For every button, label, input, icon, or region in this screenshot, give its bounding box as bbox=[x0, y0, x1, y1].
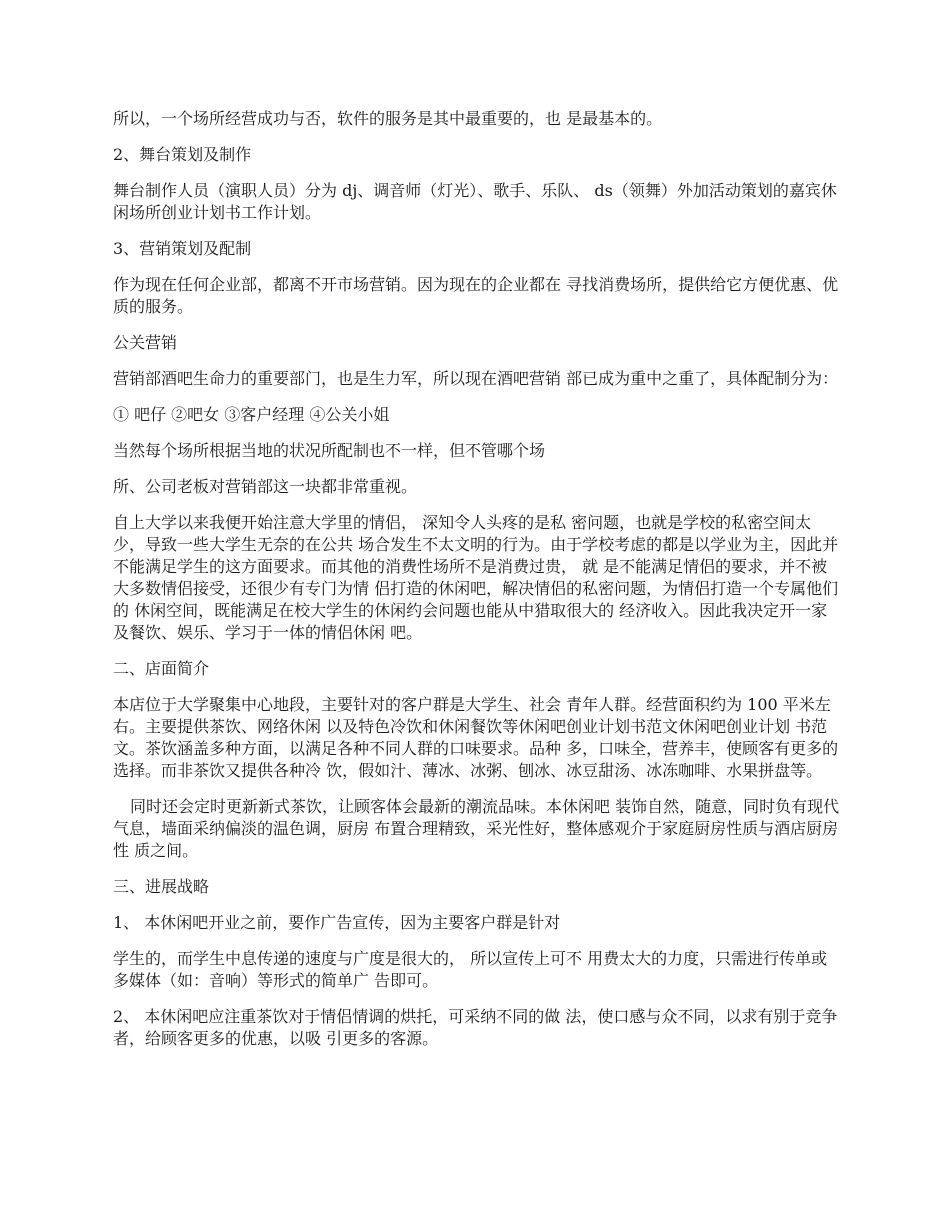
paragraph: 2、 本休闲吧应注重茶饮对于情侣情调的烘托，可采纳不同的做 法，使口感与众不同，以求有别于竞争者，给顾客更多的优惠，以吸 引更多的客源。 bbox=[113, 1007, 838, 1048]
paragraph: 学生的，而学生中息传递的速度与广度是很大的， 所以宣传上可不 用费太大的力度，只需进行传单或多媒体（如：音响）等形式的简单广 告即可。 bbox=[113, 949, 828, 990]
paragraph: 本店位于大学聚集中心地段，主要针对的客户群是大学生、社会 青年人群。经营面积约为 100 平米左右。主要提供茶饮、网络休闲 以及特色冷饮和休闲餐饮等休闲吧创业计划书范文休闲吧创业计划 书范文。茶饮涵盖多种方面，以满足各种不同人群的口味要求。品种 多，口味全，营养丰，使顾客有更多的选择。而非茶饮又提供各种冷 饮，假如汁、薄冰、冰粥、刨冰、冰豆甜汤、冰冻咖啡、水果拼盘等。 bbox=[113, 695, 839, 780]
section-heading: 二、店面简介 bbox=[113, 659, 210, 678]
paragraph: 当然每个场所根据当地的状况所配制也不一样，但不管哪个场 bbox=[113, 441, 546, 460]
paragraph: 同时还会定时更新新式茶饮，让顾客体会最新的潮流品味。本休闲吧 装饰自然，随意，同时负有现代气息，墙面采纳偏淡的温色调，厨房 布置合理精致，采光性好，整体感观介于家庭厨房性质与酒店厨房性 质之间。 bbox=[113, 797, 840, 860]
paragraph: ① 吧仔 ②吧女 ③客户经理 ④公关小姐 bbox=[113, 405, 390, 424]
section-heading: 公关营销 bbox=[113, 333, 178, 352]
paragraph: 舞台制作人员（演职人员）分为 dj、调音师（灯光）、歌手、乐队、 ds（领舞）外加活动策划的嘉宾休闲场所创业计划书工作计划。 bbox=[113, 181, 837, 222]
paragraph: 营销部酒吧生命力的重要部门，也是生力军，所以现在酒吧营销 部已成为重中之重了，具体配制分为： bbox=[113, 369, 839, 388]
paragraph: 1、 本休闲吧开业之前，要作广告宣传，因为主要客户群是针对 bbox=[113, 913, 561, 932]
paragraph: 自上大学以来我便开始注意大学里的情侣， 深知令人头疼的是私 密问题，也就是学校的私密空间太少，导致一些大学生无奈的在公共 场合发生不太文明的行为。由于学校考虑的都是以学业为主，因此并 不能满足学生的这方面要求。而其他的消费性场所不是消费过贵， 就 是不能满足情侣的要求，并不被大多数情侣接受，还很少有专门为情 侣打造的休闲吧，解决情侣的私密问题，为情侣打造一个专属他们的 休闲空间，既能满足在校大学生的休闲约会问题也能从中猎取很大的 经济收入。因此我决定开一家及餐饮、娱乐、学习于一体的情侣休闲 吧。 bbox=[113, 513, 839, 642]
paragraph: 所以，一个场所经营成功与否，软件的服务是其中最重要的，也 是最基本的。 bbox=[113, 109, 663, 128]
paragraph: 作为现在任何企业部，都离不开市场营销。因为现在的企业都在 寻找消费场所，提供给它方便优惠、优质的服务。 bbox=[113, 275, 839, 316]
section-heading: 2、舞台策划及制作 bbox=[113, 145, 252, 164]
paragraph: 所、公司老板对营销部这一块都非常重视。 bbox=[113, 477, 418, 496]
section-heading: 3、营销策划及配制 bbox=[113, 239, 252, 258]
section-heading: 三、进展战略 bbox=[113, 877, 210, 896]
